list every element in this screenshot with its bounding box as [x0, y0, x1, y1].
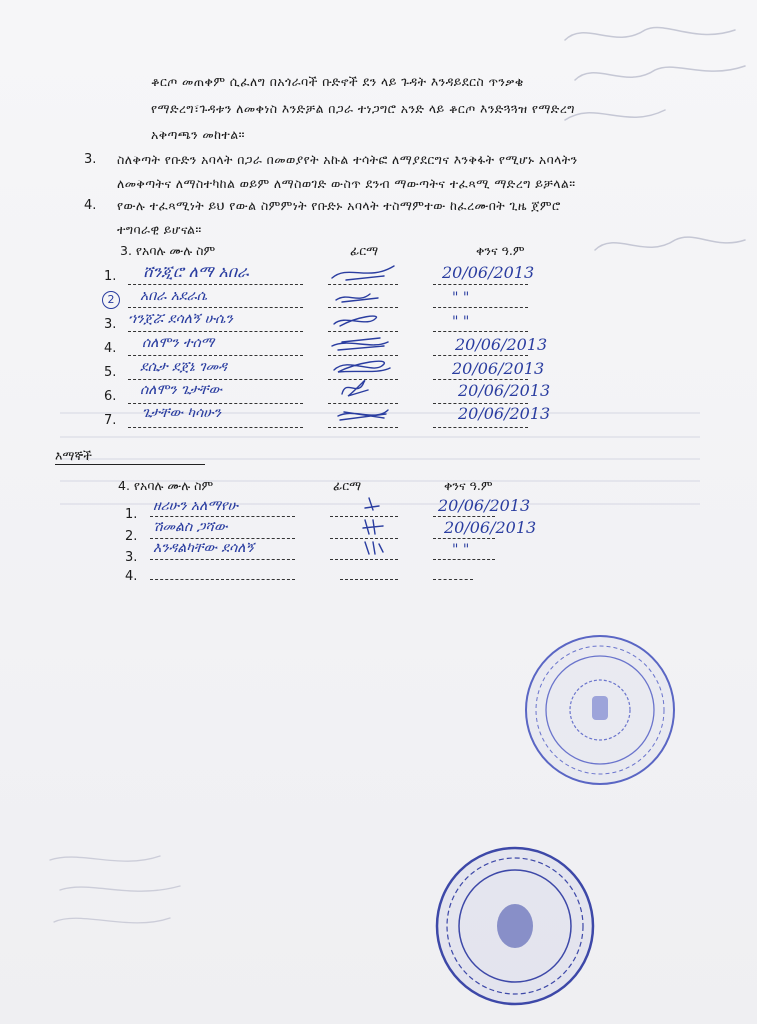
row-number: 1.	[125, 507, 138, 522]
paragraph-line: አቅጣጫን መከተል።	[151, 127, 245, 142]
member-date: 20/06/2013	[452, 359, 545, 378]
witness-name: እንዳልካቸው ደሳለኝ	[153, 540, 254, 556]
member-name: ሰለሞን ተሰማ	[142, 335, 215, 351]
member-date: 20/06/2013	[455, 335, 548, 354]
row-number: 5.	[104, 365, 117, 380]
member-signatures	[328, 258, 408, 434]
member-date: " "	[452, 314, 470, 330]
witness-date: 20/06/2013	[444, 518, 537, 537]
row-number: 3.	[125, 550, 138, 565]
member-date: 20/06/2013	[458, 404, 551, 423]
member-name: አበራ አደራሴ	[140, 288, 208, 304]
member-name: ጌታቸው ካሳሁን	[142, 405, 221, 421]
member-date: " "	[452, 290, 470, 306]
item-3-text: ስለቅጣት የቡድን አባላት በጋራ በመወያየት አኩል ተሳትፎ ለማያደርግና እንቅፋት የሚሆኑ አባላትን	[117, 152, 578, 167]
row-number-circled: 2	[102, 291, 120, 309]
item-number: 4.	[84, 198, 97, 213]
official-seal-stamp	[520, 630, 680, 790]
witness-date: 20/06/2013	[438, 496, 531, 515]
item-4-text: ተግባራዊ ይሆናል።	[117, 222, 202, 237]
bleed-through-handwriting	[555, 0, 755, 290]
row-number: 3.	[104, 317, 117, 332]
witnesses-heading: እማኞች	[55, 448, 93, 463]
official-seal-stamp	[425, 840, 605, 1010]
witness-name: ሽመልስ ጋሻው	[153, 519, 228, 535]
paragraph-line: ቆርጦ መጠቀም ሲፈለግ በአጎራባች ቡድኖች ደን ላይ ጉዳት እንዳይደርስ ጥንቃቄ	[151, 74, 524, 89]
bleed-through-handwriting	[40, 840, 240, 950]
row-number: 1.	[104, 269, 117, 284]
row-number: 2.	[125, 529, 138, 544]
members-col-signature: ፊርማ	[350, 243, 379, 258]
item-4-text: የውሉ ተፈጻሚነት ይህ የውል ስምምነት የቡድኑ አባላት ተስማምተው ከፈረሙበት ጊዜ ጀምሮ	[117, 198, 561, 213]
row-number: 7.	[104, 413, 117, 428]
member-name: ሸንጂሮ ለማ አበራ	[143, 262, 249, 281]
members-col-date: ቀንና ዓ.ም	[476, 243, 525, 258]
item-number: 3.	[84, 152, 97, 167]
member-name: ኀንጀሯ ደሳለኝ ሁሴን	[128, 311, 233, 327]
row-number: 4.	[125, 569, 138, 584]
members-col-name: 3. የአባሉ ሙሉ ስም	[120, 243, 216, 258]
witnesses-col-name: 4. የአባሉ ሙሉ ስም	[118, 478, 214, 493]
witness-name: ዘሪሁን አለማየሁ	[153, 498, 238, 514]
member-date: 20/06/2013	[442, 263, 535, 282]
member-name: ሰለሞን ጌታቸው	[140, 382, 222, 398]
witnesses-col-signature: ፊርማ	[333, 478, 362, 493]
witnesses-col-date: ቀንና ዓ.ም	[444, 478, 493, 493]
member-name: ደሴታ ደጀኔ ገመዳ	[140, 359, 227, 375]
witness-date: " "	[452, 542, 470, 558]
row-number: 4.	[104, 341, 117, 356]
paragraph-line: የማድረግ፣ጉዳቱን ለመቀነስ እንድቻል በጋራ ተነጋግሮ አንድ ላይ ቆርጦ እንድጓጓዝ የማድረግ	[151, 101, 575, 116]
row-number: 6.	[104, 389, 117, 404]
witness-signatures	[355, 490, 405, 560]
member-date: 20/06/2013	[458, 381, 551, 400]
item-3-text: ለመቅጣትና ለማስተካከል ወይም ለማስወገድ ውስጥ ደንብ ማውጣትና ተፈጻሚ ማድረግ ይቻላል።	[117, 176, 576, 191]
